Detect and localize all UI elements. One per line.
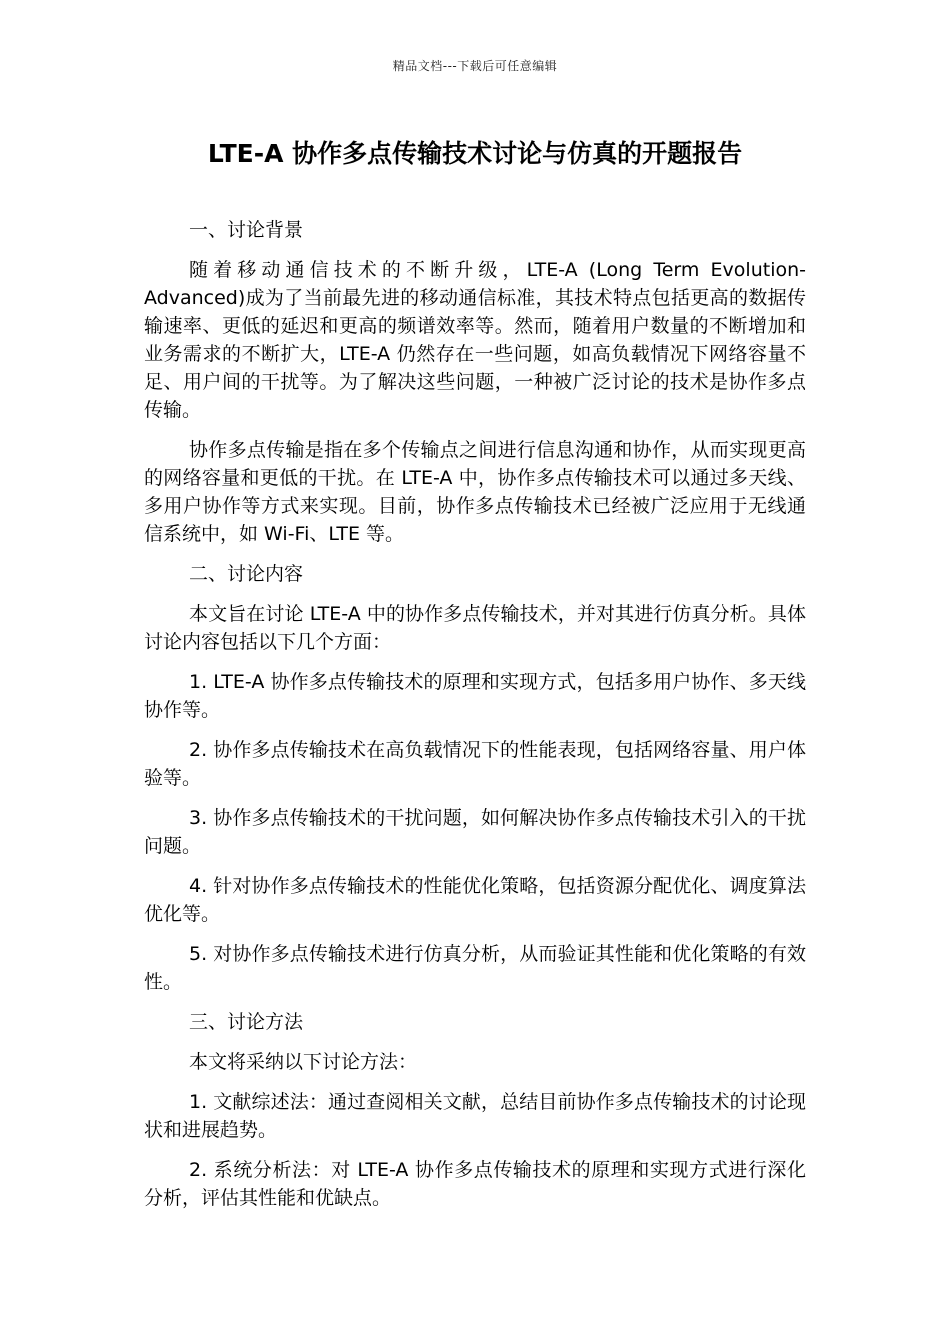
list-item-content-5: 5. 对协作多点传输技术进行仿真分析，从而验证其性能和优化策略的有效性。	[144, 943, 806, 993]
list-item-content-1: 1. LTE-A 协作多点传输技术的原理和实现方式，包括多用户协作、多天线协作等。	[144, 671, 806, 721]
paragraph-background-2: 协作多点传输是指在多个传输点之间进行信息沟通和协作，从而实现更高的网络容量和更低的干扰。在 LTE-A 中，协作多点传输技术可以通过多天线、多用户协作等方式来实现。目前，协作多点传输技术已经被广泛应用于无线通信系统中，如 Wi-Fi、LTE 等。	[144, 439, 806, 545]
paragraph-content-intro: 本文旨在讨论 LTE-A 中的协作多点传输技术，并对其进行仿真分析。具体讨论内容包括以下几个方面：	[144, 603, 806, 653]
section-heading-background: 一、讨论背景	[189, 219, 304, 241]
list-item-method-1: 1. 文献综述法：通过查阅相关文献，总结目前协作多点传输技术的讨论现状和进展趋势。	[144, 1091, 806, 1141]
document-body	[144, 216, 806, 1224]
list-item-content-4: 4. 针对协作多点传输技术的性能优化策略，包括资源分配优化、调度算法优化等。	[144, 875, 806, 925]
paragraph-method-intro: 本文将采纳以下讨论方法：	[189, 1051, 418, 1073]
document-title: LTE-A 协作多点传输技术讨论与仿真的开题报告	[207, 139, 743, 168]
section-heading-method: 三、讨论方法	[189, 1011, 304, 1033]
list-item-content-3: 3. 协作多点传输技术的干扰问题，如何解决协作多点传输技术引入的干扰问题。	[144, 807, 806, 857]
paragraph-background-1: 随着移动通信技术的不断升级，LTE-A (Long Term Evolution-Advanced)成为了当前最先进的移动通信标准，其技术特点包括更高的数据传输速率、更低的延迟和更高的频谱效率等。然而，随着用户数量的不断增加和业务需求的不断扩大，LTE-A 仍然存在一些问题，如高负载情况下网络容量不足、用户间的干扰等。为了解决这些问题，一种被广泛讨论的技术是协作多点传输。	[144, 259, 806, 421]
section-heading-content: 二、讨论内容	[189, 563, 304, 585]
list-item-content-2: 2. 协作多点传输技术在高负载情况下的性能表现，包括网络容量、用户体验等。	[144, 739, 806, 789]
list-item-method-2: 2. 系统分析法：对 LTE-A 协作多点传输技术的原理和实现方式进行深化分析，评估其性能和优缺点。	[144, 1159, 806, 1209]
header-note: 精品文档---下载后可任意编辑	[392, 59, 558, 73]
